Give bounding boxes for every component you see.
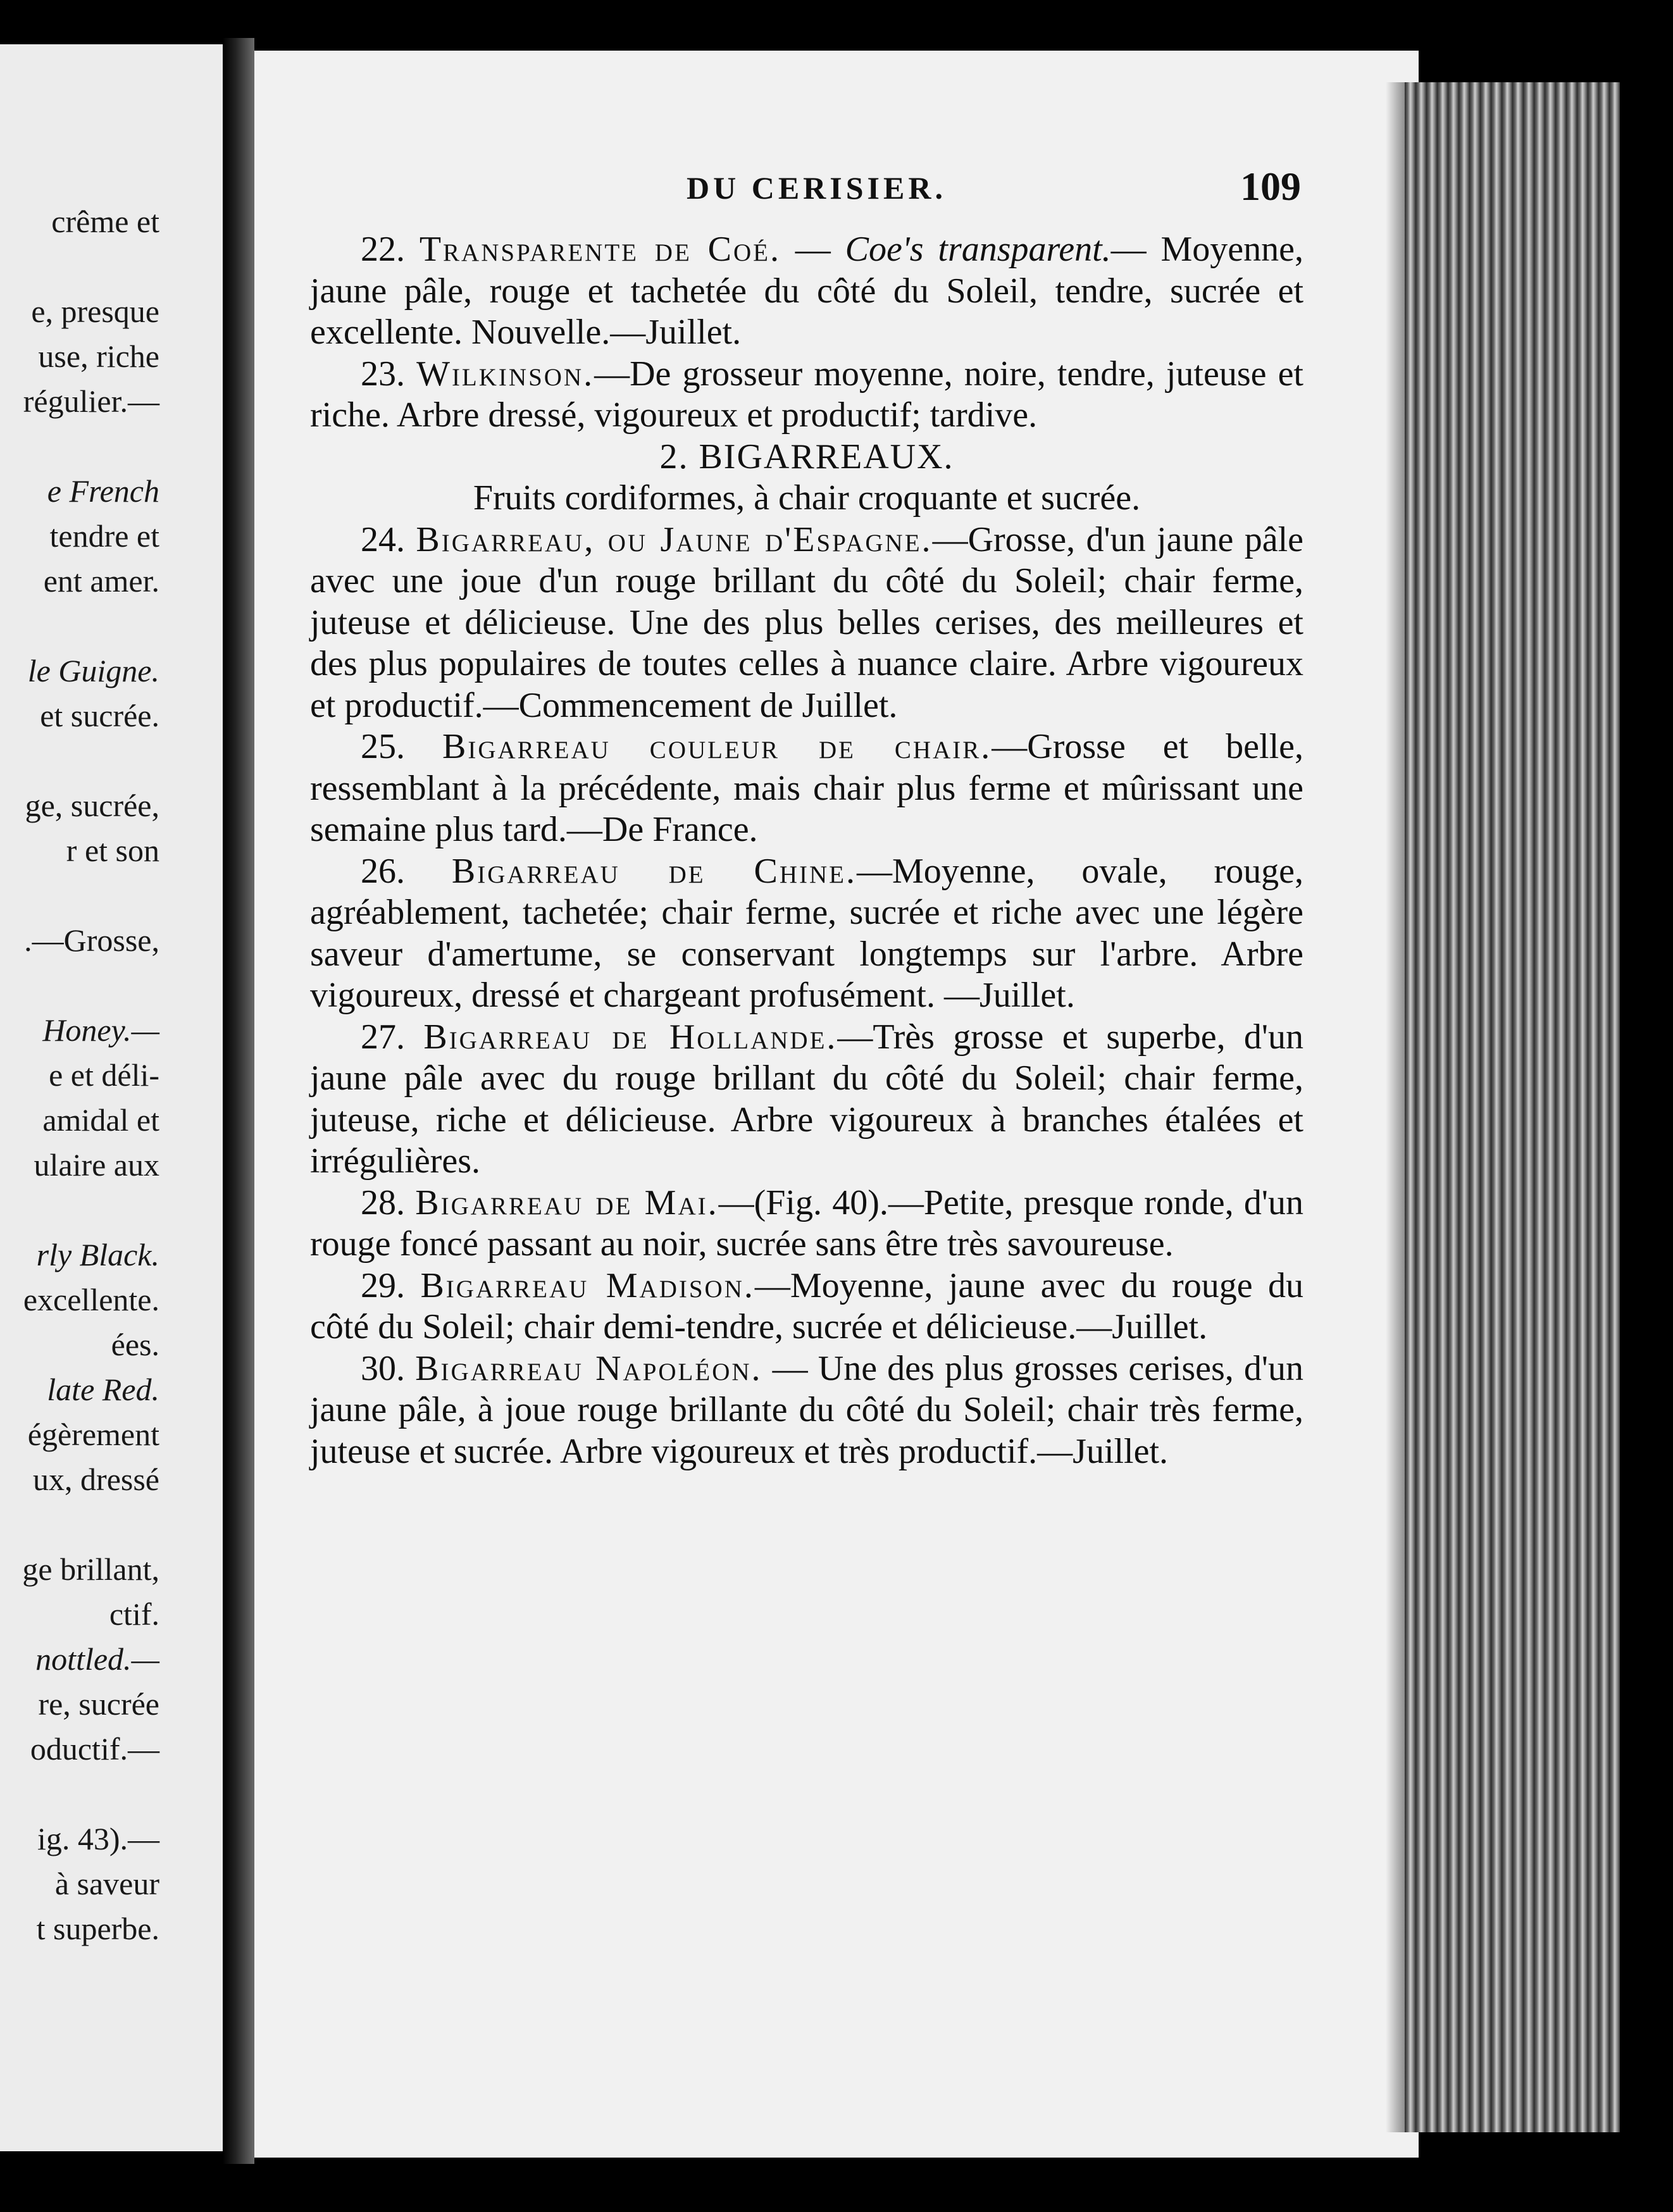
section-heading: 2. BIGARREAUX.	[659, 437, 954, 476]
left-page-line: ge brillant,	[22, 1551, 159, 1587]
left-page-line: rly Black.	[36, 1237, 159, 1272]
entry-name: Bigarreau Napoléon.	[415, 1348, 762, 1388]
book-fore-edge	[1405, 82, 1620, 2132]
book-gutter	[223, 38, 254, 2164]
entry-name: Bigarreau Madison.	[420, 1265, 755, 1305]
entry-number: 22.	[361, 230, 405, 269]
entry-name: Bigarreau de Hollande.	[423, 1017, 838, 1057]
left-page-line: et sucrée.	[40, 698, 159, 733]
entry-number: 24.	[361, 519, 405, 559]
section-subheading: Fruits cordiformes, à chair croquante et sucrée.	[473, 478, 1141, 518]
entry-body: —Moyenne, jaune avec du rouge du côté du Soleil; chair demi-tendre, sucrée et délicieuse.—Juillet.	[310, 1265, 1303, 1346]
left-page-line: ent amer.	[43, 563, 159, 599]
entry-paragraph	[310, 229, 1303, 354]
entry-paragraph	[310, 1348, 1303, 1473]
entry-body: —(Fig. 40).—Petite, presque ronde, d'un rouge foncé passant au noir, sucrée sans être très savoureuse.	[310, 1183, 1304, 1264]
entry-paragraph	[310, 1265, 1303, 1348]
left-page-line: oductif.—	[30, 1731, 159, 1767]
running-head: DU CERISIER.	[687, 170, 947, 206]
entry-paragraph	[310, 354, 1303, 437]
left-page-line: use, riche	[38, 339, 159, 374]
entry-paragraph	[310, 1183, 1303, 1265]
entry-paragraph	[310, 1017, 1303, 1183]
entry-paragraph	[310, 726, 1303, 851]
entry-name: Transparente de Coé.	[419, 230, 781, 269]
entry-number: 29.	[361, 1265, 405, 1305]
page-number: 109	[1240, 164, 1301, 209]
left-page-line: nottled.—	[35, 1641, 159, 1677]
left-page-line: ge, sucrée,	[25, 788, 159, 823]
left-page-line: crême et	[51, 204, 159, 239]
left-page-line: .—Grosse,	[24, 923, 159, 958]
left-page-line: égèrement	[27, 1417, 159, 1452]
entry-body: —Moyenne, ovale, rouge, agréablement, tachetée; chair ferme, sucrée et riche avec une légère saveur d'amertume, se conservant longtemps sur l'arbre. Arbre vigoureux, dressé et chargeant profusément. —Juillet.	[310, 851, 1304, 1015]
left-page-line: amidal et	[42, 1102, 159, 1138]
entry-alt-name: Coe's transparent.	[845, 230, 1111, 269]
entry-body: —Très grosse et superbe, d'un jaune pâle avec du rouge brillant du côté du Soleil; chair ferme, juteuse, riche et délicieuse. Arbre vigoureux à branches étalées et irrégulières.	[310, 1017, 1304, 1181]
left-page-line: ig. 43).—	[37, 1821, 159, 1856]
left-page-line: ées.	[111, 1327, 159, 1362]
entry-name: Bigarreau de Chine.	[451, 851, 857, 891]
left-page-line: r et son	[66, 833, 159, 868]
entry-body: — Moyenne, jaune pâle, rouge et tachetée du côté du Soleil, tendre, sucrée et excellente. Nouvelle.—Juillet.	[310, 230, 1303, 352]
entry-paragraph	[310, 851, 1303, 1017]
left-page-line: régulier.—	[23, 383, 159, 419]
entry-paragraph	[310, 519, 1303, 727]
entry-name: Wilkinson.	[416, 354, 595, 394]
entry-number: 27.	[361, 1017, 405, 1057]
left-page-line: ulaire aux	[34, 1147, 159, 1183]
left-page-line: late Red.	[47, 1372, 159, 1407]
entry-name: Bigarreau de Mai.	[415, 1183, 719, 1222]
left-page-line: ux, dressé	[33, 1462, 159, 1497]
entry-body: — Une des plus grosses cerises, d'un jaune pâle, à joue rouge brillante du côté du Soleil; chair très ferme, juteuse et sucrée. Arbre vigoureux et très productif.—Juillet.	[310, 1348, 1303, 1471]
left-page-line: e French	[47, 473, 159, 509]
entry-body: —Grosse et belle, ressemblant à la précédente, mais chair plus ferme et mûrissant une semaine plus tard.—De France.	[310, 727, 1303, 849]
left-page-line: tendre et	[49, 518, 159, 554]
left-page-line: à saveur	[54, 1866, 159, 1901]
left-page-line: excellente.	[23, 1282, 159, 1317]
left-page-line: le Guigne.	[27, 653, 159, 688]
left-page-line: ctif.	[109, 1596, 159, 1632]
entry-body: —Grosse, d'un jaune pâle avec une joue d'un rouge brillant du côté du Soleil; chair ferme, juteuse et délicieuse. Une des plus belles cerises, des meilleures et des plus populaires de toutes celles à nuance claire. Arbre vigoureux et productif.—Commencement de Juillet.	[310, 519, 1303, 725]
entry-number: 30.	[361, 1348, 405, 1388]
left-page-line: e, presque	[31, 294, 159, 329]
left-page-line: Honey.—	[42, 1012, 159, 1048]
left-page-line: e et déli-	[49, 1057, 159, 1093]
entry-name: Bigarreau couleur de chair.	[442, 727, 992, 766]
entry-number: 25.	[361, 727, 405, 766]
page-body	[310, 229, 1303, 1472]
entry-number: 26.	[361, 851, 405, 891]
left-page-fragment	[0, 44, 223, 2151]
entry-number: 23.	[361, 354, 405, 394]
entry-number: 28.	[361, 1183, 405, 1222]
left-page-line: t superbe.	[36, 1911, 159, 1946]
entry-name: Bigarreau, ou Jaune d'Espagne.	[416, 519, 933, 559]
entry-body: —De grosseur moyenne, noire, tendre, juteuse et riche. Arbre dressé, vigoureux et productif; tardive.	[310, 354, 1303, 435]
left-page-line: re, sucrée	[38, 1686, 159, 1722]
entry-dash: —	[780, 230, 845, 269]
